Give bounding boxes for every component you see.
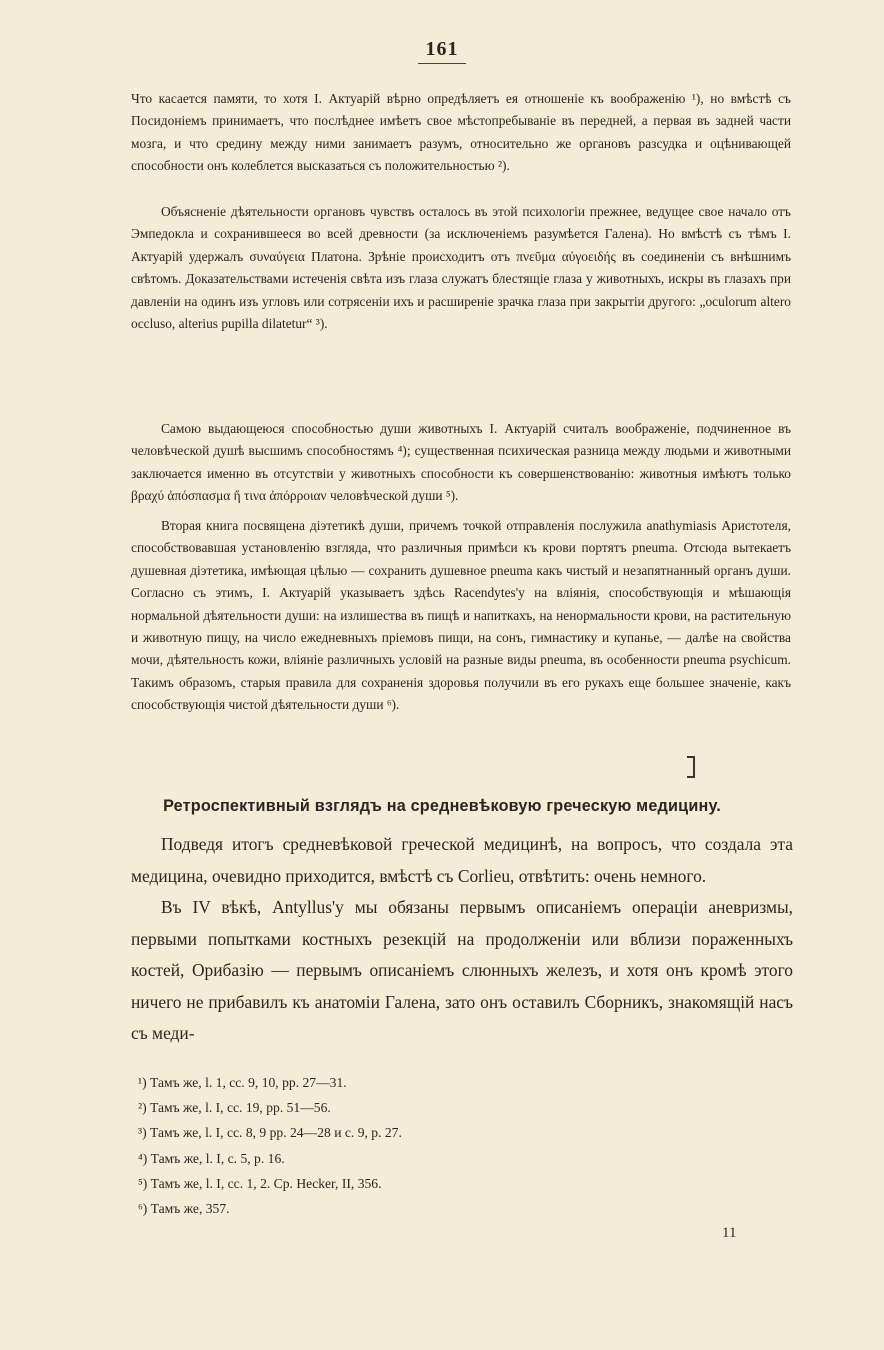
paragraph-memory (131, 88, 791, 178)
sheet-signature-number: 11 (722, 1225, 737, 1241)
paragraph-text: Вторая книга посвящена діэтетикѣ души, причемъ точкой отправленія послужила anathymiasis Аристотеля, способствовавшая установленію взгляда, что различныя примѣси къ крови портятъ pneuma. Отсюда вытекаетъ душевная діэтетика, имѣющая цѣлью — сохранить душевное pneuma какъ чистый и незапятнанный органъ души. Согласно съ этимъ, І. Актуарій указываетъ здѣсь Racendytes'у на вліянія, способствующія и мѣшающія нормальной дѣятельности души: на излишества въ пищѣ и напиткахъ, на ненормальности крови, на растительную и животную пищу, на число ежедневныхъ пріемовъ пищи, на сонъ, гимнастику и купанье, — далѣе на свойства мочи, дѣятельность кожи, вліяніе различныхъ условій на разные виды pneuma, въ особенности pneuma psychicum. Такимъ образомъ, старыя правила для сохраненія здоровья получили въ его рукахъ еще большее значеніе, какъ способствующія чистой дѣятельности души ⁶). (131, 518, 791, 713)
footnote: ⁵) Тамъ же, l. I, сс. 1, 2. Ср. Hecker, II, 356. (138, 1175, 382, 1191)
footnote: ²) Тамъ же, l. I, сс. 19, pp. 51—56. (138, 1100, 331, 1116)
footnote: ⁶) Тамъ же, 357. (138, 1201, 230, 1217)
footnote: ¹) Тамъ же, l. 1, сс. 9, 10, pp. 27—31. (138, 1075, 347, 1090)
paragraph-fourth-century (131, 892, 793, 1050)
section-heading: Ретроспективный взглядъ на средневѣковую греческую медицину. (163, 797, 721, 815)
handwritten-bracket-mark (687, 756, 695, 778)
paragraph-senses (131, 201, 791, 335)
paragraph-text: Подведя итогъ средневѣковой греческой медицинѣ, на вопросъ, что создала эта медицина, очевидно приходится, вмѣстѣ съ Corlieu, отвѣтить: очень немного. (131, 834, 793, 886)
footnotes (138, 1070, 738, 1221)
paragraph-text: Объясненіе дѣятельности органовъ чувствъ осталось въ этой психологіи прежнее, ведущее свое начало отъ Эмпедокла и сохранившееся во всей древности (за исключеніемъ разумѣется Галена). Но вмѣстѣ съ тѣмъ І. Актуарій удержалъ συναύγεια Платона. Зрѣніе происходитъ отъ πνεῦμα αὐγοειδής въ соединеніи съ внѣшнимъ свѣтомъ. Доказательствами истеченія свѣта изъ глаза служатъ блестящіе глаза у животныхъ, искры въ глазахъ при давленіи на одинъ изъ угловъ или сотрясеніи ихъ и расширеніе зрачка глаза при закрытіи другого: „oculorum altero occluso, alterius pupilla dilatetur“ ³). (131, 204, 791, 332)
page-number: 161 (425, 38, 459, 60)
paragraph-second-book (131, 515, 791, 717)
footnote: ³) Тамъ же, l. I, сс. 8, 9 pp. 24—28 и с. 9, p. 27. (138, 1125, 402, 1141)
paragraph-text: Въ IV вѣкѣ, Antyllus'у мы обязаны первымъ описаніемъ операціи аневризмы, первыми попытками костныхъ резекцій на продолженіи или вблизи пораженныхъ костей, Орибазію — первымъ описаніемъ слюнныхъ железъ, и хотя онъ кромѣ этого ничего не прибавилъ къ анатоміи Галена, зато онъ оставилъ Сборникъ, знакомящій насъ съ меди- (131, 897, 793, 1043)
paragraph-text: Что касается памяти, то хотя І. Актуарій вѣрно опредѣляетъ ея отношеніе къ воображенію ¹), но вмѣстѣ съ Посидоніемъ принимаетъ, что послѣднее имѣетъ свое мѣстопребываніе въ передней, а первая въ задней части мозга, и что средину между ними занимаетъ разумъ, относительно же органовъ разсудка и оцѣнивающей способности онъ колеблется высказаться съ положительностью ²). (131, 91, 791, 174)
paragraph-animal-soul (131, 418, 791, 508)
footnote: ⁴) Тамъ же, l. I, с. 5, p. 16. (138, 1150, 285, 1166)
paragraph-summary (131, 829, 793, 892)
paragraph-text: Самою выдающеюся способностью души животныхъ І. Актуарій считалъ воображеніе, подчиненное въ человѣческой душѣ высшимъ способностямъ ⁴); существенная психическая разница между людьми и животными заключается именно въ отсутствіи у животныхъ способности къ совершенствованію: животныя имѣютъ только βραχύ ἀπόσπασμα ἤ τινα ἀπόρροιαν человѣческой души ⁵). (131, 421, 791, 504)
page-number-underline (418, 63, 466, 64)
